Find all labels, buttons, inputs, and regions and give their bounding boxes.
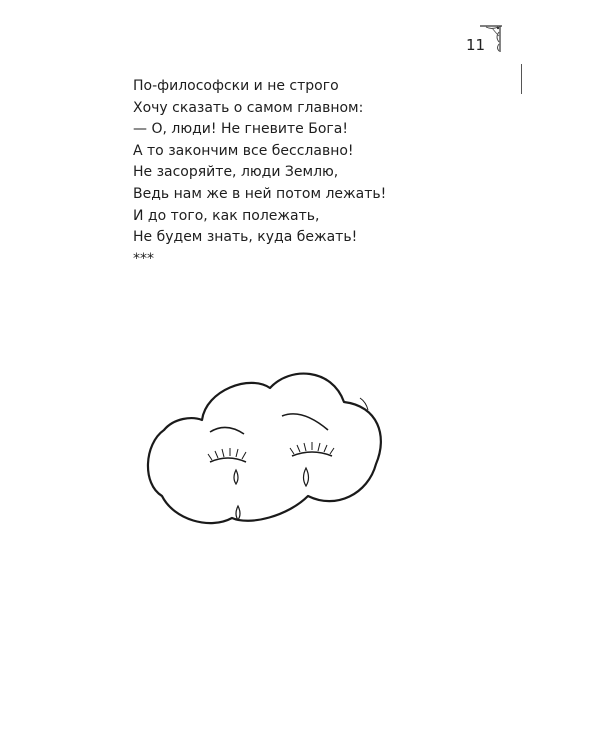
- poem-line: Хочу сказать о самом главном:: [133, 99, 364, 116]
- poem-line: Не будем знать, куда бежать!: [133, 229, 358, 246]
- poem-line: Не засоряйте, люди Землю,: [133, 164, 339, 181]
- poem-line: А то закончим все бесславно!: [133, 142, 354, 159]
- page-number: 11: [466, 36, 486, 54]
- section-separator: ***: [133, 250, 154, 267]
- tear-right: [304, 468, 309, 486]
- crying-cloud-illustration: [140, 360, 390, 540]
- poem: [133, 76, 463, 270]
- tear-falling: [236, 506, 240, 520]
- poem-line: И до того, как полежать,: [133, 207, 320, 224]
- poem-line: Ведь нам же в ней потом лежать!: [133, 185, 387, 202]
- poem-line: — О, люди! Не гневите Бога!: [133, 121, 348, 138]
- edge-mark: [521, 64, 522, 94]
- tear-left: [234, 470, 238, 484]
- poem-line: По-философски и не строго: [133, 78, 339, 94]
- cloud-outline: [148, 374, 381, 524]
- corner-ornament-icon: [478, 24, 504, 54]
